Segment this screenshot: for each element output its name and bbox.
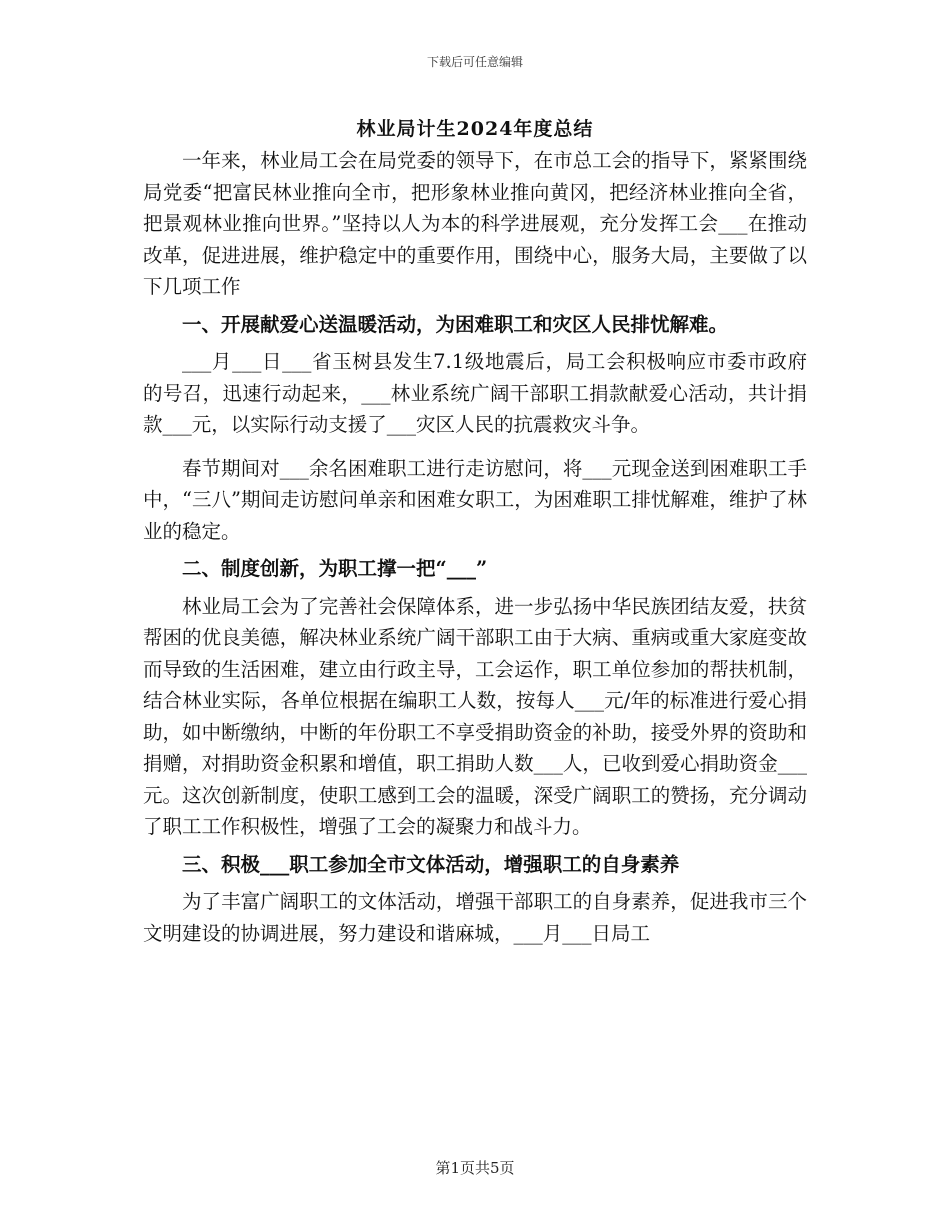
document-body <box>143 145 807 949</box>
section-heading-2: 二、制度创新，为职工撑一把“___” <box>182 557 488 580</box>
section-heading-1: 一、开展献爱心送温暖活动，为困难职工和灾区人民排忧解难。 <box>182 312 729 336</box>
section-heading-3: 三、积极___职工参加全市文体活动，增强职工的自身素养 <box>182 852 680 876</box>
document-title: 林业局计生2024年度总结 <box>356 118 594 140</box>
intro-paragraph: 一年来，林业局工会在局党委的领导下，在市总工会的指导下，紧紧围绕局党委“把富民林业推向全市，把形象林业推向黄冈，把经济林业推向全省，把景观林业推向世界。”坚持以人为本的科学进展观，充分发挥工会___在推动改革，促进进展，维护稳定中的重要作用，围绕中心，服务大局，主要做了以下几项工作 <box>143 149 807 298</box>
section-1-paragraph-1: ___月___日___省玉树县发生7.1级地震后，局工会积极响应市委市政府的号召，迅速行动起来，___林业系统广阔干部职工捐款献爱心活动，共计捐款___元，以实际行动支援了___灾区人民的抗震救灾斗争。 <box>143 350 807 436</box>
header-note: 下载后可任意编辑 <box>426 55 523 69</box>
page-number: 第1页共5页 <box>435 1159 515 1177</box>
section-3-paragraph-1: 为了丰富广阔职工的文体活动，增强干部职工的自身素养，促进我市三个文明建设的协调进展，努力建设和谐麻城，___月___日局工 <box>143 890 807 945</box>
section-2-paragraph-1: 林业局工会为了完善社会保障体系，进一步弘扬中华民族团结友爱，扶贫帮困的优良美德，解决林业系统广阔干部职工由于大病、重病或重大家庭变故而导致的生活困难，建立由行政主导，工会运作，职工单位参加的帮扶机制，结合林业实际，各单位根据在编职工人数，按每人___元/年的标准进行爱心捐助，如中断缴纳，中断的年份职工不享受捐助资金的补助，接受外界的资助和捐赠，对捐助资金积累和增值，职工捐助人数___人，已收到爱心捐助资金___元。这次创新制度，使职工感到工会的温暖，深受广阔职工的赞扬，充分调动了职工工作积极性，增强了工会的凝聚力和战斗力。 <box>143 594 807 838</box>
section-1-paragraph-2: 春节期间对___余名困难职工进行走访慰问，将___元现金送到困难职工手中，“三八”期间走访慰问单亲和困难女职工，为困难职工排忧解难，维护了林业的稳定。 <box>143 456 807 543</box>
